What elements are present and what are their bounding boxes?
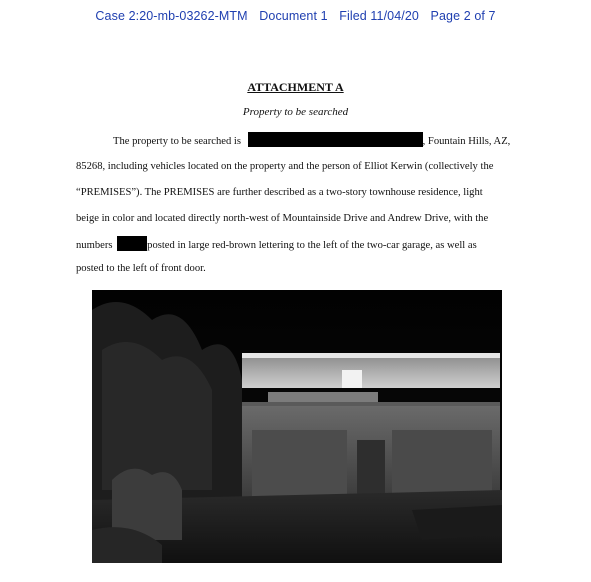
paragraph-line-2: 85268, including vehicles located on the property and the person of Elliot Kerwin (collectively the <box>76 161 494 172</box>
line-1-text-a: The property to be searched is <box>113 136 241 147</box>
page-number: Page 2 of 7 <box>430 9 496 23</box>
paragraph-line-3: “PREMISES”). The PREMISES are further described as a two-story townhouse residence, light <box>76 187 483 198</box>
paragraph-line-1 <box>113 132 520 147</box>
townhouse-photo <box>92 290 502 563</box>
house-number-redaction <box>117 236 147 251</box>
line-5-text-b: posted in large red-brown lettering to the left of the two-car garage, as well as <box>147 240 477 251</box>
line-5-text-a: numbers <box>76 240 113 251</box>
court-filing-header <box>0 9 591 23</box>
paragraph-line-6: posted to the left of front door. <box>76 263 206 274</box>
line-1-text-b: , Fountain Hills, AZ, <box>422 136 511 147</box>
townhouse-night-image <box>92 290 502 563</box>
paragraph-line-5 <box>76 236 520 251</box>
document-number: Document 1 <box>259 9 328 23</box>
attachment-title: ATTACHMENT A <box>247 80 344 94</box>
filed-date: Filed 11/04/20 <box>339 9 419 23</box>
paragraph-line-4: beige in color and located directly north-west of Mountainside Drive and Andrew Drive, with the <box>76 213 489 224</box>
address-redaction <box>248 132 423 147</box>
case-number: Case 2:20-mb-03262-MTM <box>95 9 248 23</box>
attachment-subtitle: Property to be searched <box>242 106 349 118</box>
